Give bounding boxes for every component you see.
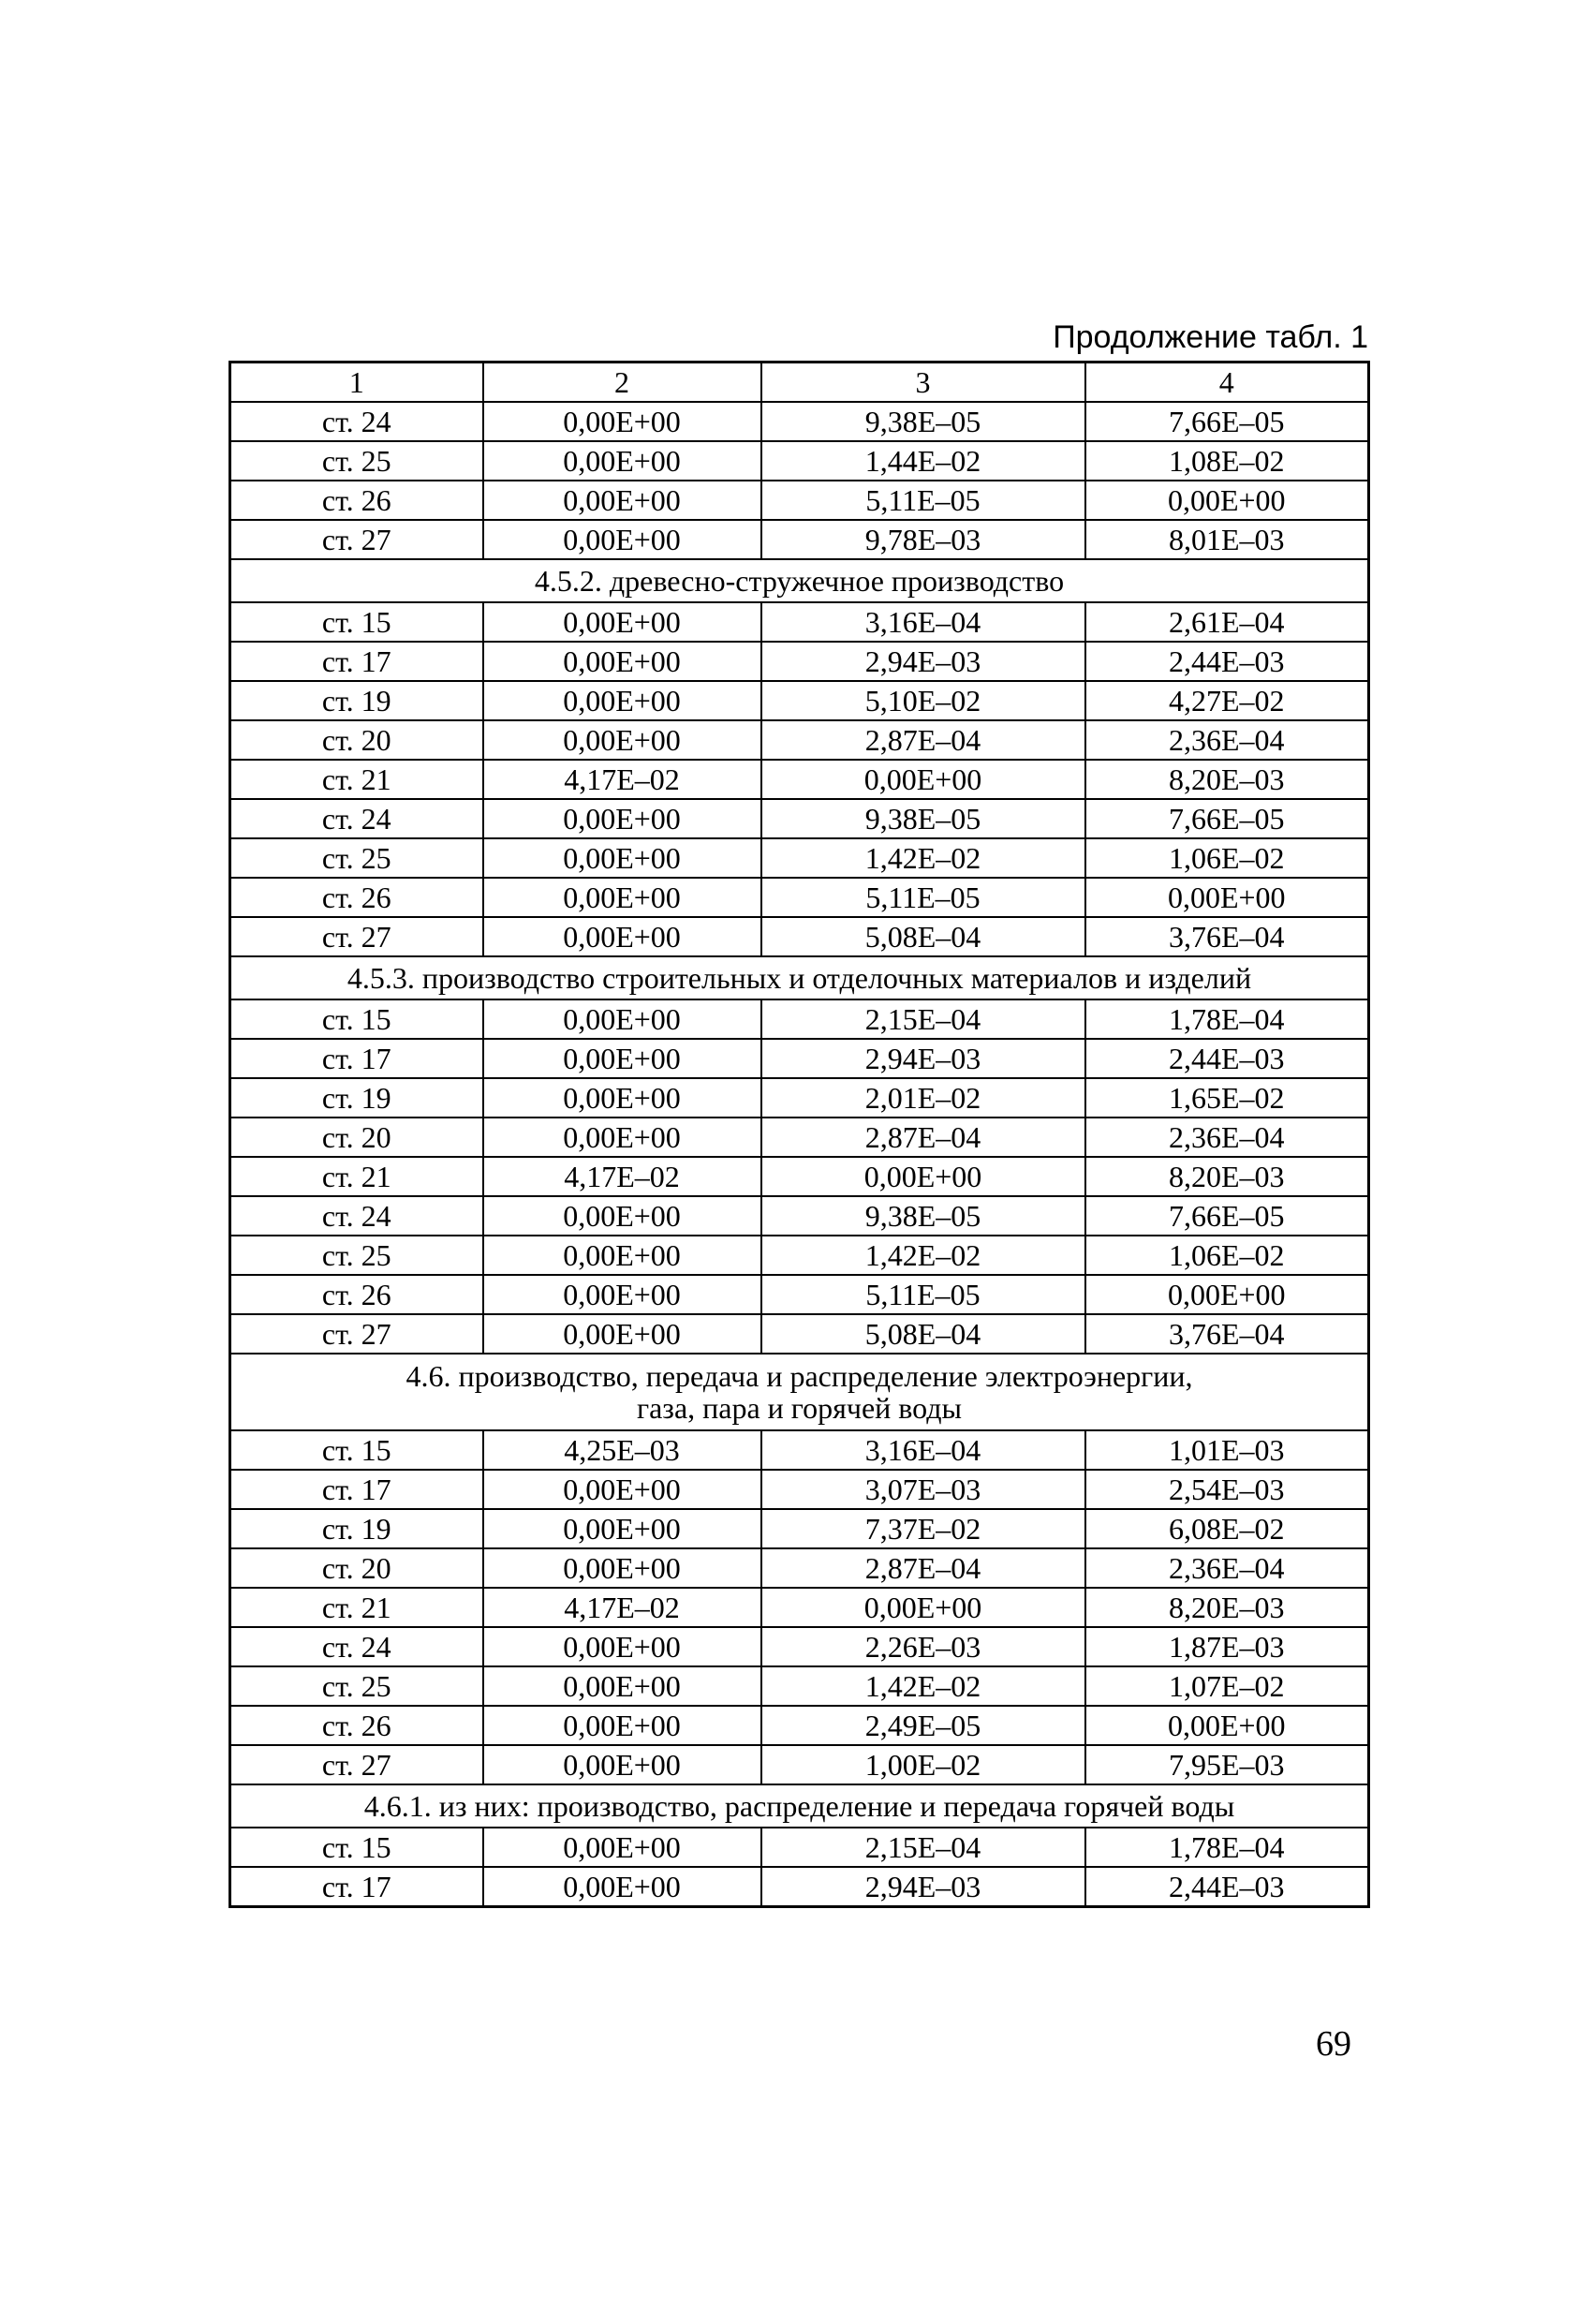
row-label-cell: ст. 27 xyxy=(230,1745,483,1784)
value-cell: 1,42E–02 xyxy=(761,1666,1085,1706)
value-cell: 9,38E–05 xyxy=(761,1196,1085,1236)
value-cell: 0,00E+00 xyxy=(483,441,761,481)
value-cell: 1,08E–02 xyxy=(1085,441,1369,481)
table-row xyxy=(230,642,1369,681)
row-label-cell: ст. 15 xyxy=(230,1430,483,1470)
table-row xyxy=(230,1745,1369,1784)
value-cell: 1,44E–02 xyxy=(761,441,1085,481)
table-row xyxy=(230,441,1369,481)
value-cell: 0,00E+00 xyxy=(1085,1706,1369,1745)
value-cell: 4,17E–02 xyxy=(483,760,761,799)
column-header: 2 xyxy=(483,363,761,403)
value-cell: 5,11E–05 xyxy=(761,481,1085,520)
table-row xyxy=(230,681,1369,720)
table-row xyxy=(230,481,1369,520)
table-row xyxy=(230,799,1369,838)
value-cell: 2,54E–03 xyxy=(1085,1470,1369,1509)
value-cell: 2,87E–04 xyxy=(761,1548,1085,1588)
value-cell: 3,16E–04 xyxy=(761,1430,1085,1470)
row-label-cell: ст. 17 xyxy=(230,1470,483,1509)
value-cell: 4,17E–02 xyxy=(483,1157,761,1196)
value-cell: 0,00E+00 xyxy=(483,878,761,917)
value-cell: 7,66E–05 xyxy=(1085,1196,1369,1236)
row-label-cell: ст. 24 xyxy=(230,1627,483,1666)
row-label-cell: ст. 27 xyxy=(230,520,483,559)
table-row xyxy=(230,402,1369,441)
value-cell: 9,78E–03 xyxy=(761,520,1085,559)
value-cell: 7,95E–03 xyxy=(1085,1745,1369,1784)
column-header: 1 xyxy=(230,363,483,403)
value-cell: 3,07E–03 xyxy=(761,1470,1085,1509)
value-cell: 6,08E–02 xyxy=(1085,1509,1369,1548)
section-title-line: газа, пара и горячей воды xyxy=(636,1391,963,1425)
row-label-cell: ст. 17 xyxy=(230,642,483,681)
row-label-cell: ст. 19 xyxy=(230,1509,483,1548)
value-cell: 2,94E–03 xyxy=(761,1039,1085,1078)
table-row xyxy=(230,1236,1369,1275)
row-label-cell: ст. 25 xyxy=(230,1666,483,1706)
section-title-line: 4.5.2. древесно-стружечное производство xyxy=(534,564,1065,598)
value-cell: 0,00E+00 xyxy=(483,1314,761,1354)
table-row xyxy=(230,1470,1369,1509)
table-row xyxy=(230,1588,1369,1627)
row-label-cell: ст. 25 xyxy=(230,1236,483,1275)
value-cell: 0,00E+00 xyxy=(483,1828,761,1867)
row-label-cell: ст. 20 xyxy=(230,1548,483,1588)
table-row xyxy=(230,999,1369,1039)
value-cell: 9,38E–05 xyxy=(761,402,1085,441)
value-cell: 2,15E–04 xyxy=(761,999,1085,1039)
value-cell: 0,00E+00 xyxy=(483,1118,761,1157)
value-cell: 5,11E–05 xyxy=(761,878,1085,917)
value-cell: 4,17E–02 xyxy=(483,1588,761,1627)
value-cell: 5,08E–04 xyxy=(761,1314,1085,1354)
value-cell: 1,06E–02 xyxy=(1085,1236,1369,1275)
value-cell: 0,00E+00 xyxy=(483,1275,761,1314)
value-cell: 1,42E–02 xyxy=(761,1236,1085,1275)
section-title-line: 4.6.1. из них: производство, распределение и передача горячей воды xyxy=(363,1789,1235,1823)
value-cell: 0,00E+00 xyxy=(483,1470,761,1509)
value-cell: 7,37E–02 xyxy=(761,1509,1085,1548)
value-cell: 2,44E–03 xyxy=(1085,642,1369,681)
value-cell: 1,00E–02 xyxy=(761,1745,1085,1784)
table-header xyxy=(230,363,1369,403)
value-cell: 0,00E+00 xyxy=(483,1548,761,1588)
value-cell: 0,00E+00 xyxy=(761,1157,1085,1196)
row-label-cell: ст. 17 xyxy=(230,1039,483,1078)
row-label-cell: ст. 21 xyxy=(230,1588,483,1627)
value-cell: 0,00E+00 xyxy=(483,520,761,559)
row-label-cell: ст. 15 xyxy=(230,602,483,642)
value-cell: 0,00E+00 xyxy=(483,1706,761,1745)
value-cell: 1,01E–03 xyxy=(1085,1430,1369,1470)
section-title xyxy=(230,956,1369,999)
value-cell: 7,66E–05 xyxy=(1085,799,1369,838)
value-cell: 0,00E+00 xyxy=(483,642,761,681)
row-label-cell: ст. 20 xyxy=(230,720,483,760)
value-cell: 2,94E–03 xyxy=(761,642,1085,681)
section-title xyxy=(230,1784,1369,1828)
row-label-cell: ст. 21 xyxy=(230,1157,483,1196)
value-cell: 2,15E–04 xyxy=(761,1828,1085,1867)
value-cell: 2,94E–03 xyxy=(761,1867,1085,1907)
table-row xyxy=(230,1039,1369,1078)
value-cell: 0,00E+00 xyxy=(761,760,1085,799)
row-label-cell: ст. 24 xyxy=(230,402,483,441)
value-cell: 2,49E–05 xyxy=(761,1706,1085,1745)
row-label-cell: ст. 27 xyxy=(230,1314,483,1354)
table-row xyxy=(230,1627,1369,1666)
table-row xyxy=(230,1548,1369,1588)
section-row xyxy=(230,1784,1369,1828)
value-cell: 7,66E–05 xyxy=(1085,402,1369,441)
value-cell: 0,00E+00 xyxy=(483,481,761,520)
value-cell: 0,00E+00 xyxy=(483,1509,761,1548)
section-row xyxy=(230,956,1369,999)
value-cell: 2,87E–04 xyxy=(761,720,1085,760)
row-label-cell: ст. 24 xyxy=(230,799,483,838)
value-cell: 9,38E–05 xyxy=(761,799,1085,838)
value-cell: 1,87E–03 xyxy=(1085,1627,1369,1666)
row-label-cell: ст. 26 xyxy=(230,481,483,520)
value-cell: 0,00E+00 xyxy=(483,681,761,720)
value-cell: 8,01E–03 xyxy=(1085,520,1369,559)
table-row xyxy=(230,878,1369,917)
row-label-cell: ст. 15 xyxy=(230,999,483,1039)
value-cell: 2,01E–02 xyxy=(761,1078,1085,1118)
row-label-cell: ст. 24 xyxy=(230,1196,483,1236)
row-label-cell: ст. 21 xyxy=(230,760,483,799)
value-cell: 2,44E–03 xyxy=(1085,1867,1369,1907)
page-number: 69 xyxy=(1316,2024,1351,2064)
table-row xyxy=(230,1275,1369,1314)
table-row xyxy=(230,1118,1369,1157)
table-row xyxy=(230,917,1369,956)
value-cell: 1,06E–02 xyxy=(1085,838,1369,878)
value-cell: 1,78E–04 xyxy=(1085,999,1369,1039)
value-cell: 0,00E+00 xyxy=(483,917,761,956)
row-label-cell: ст. 25 xyxy=(230,441,483,481)
row-label-cell: ст. 20 xyxy=(230,1118,483,1157)
row-label-cell: ст. 17 xyxy=(230,1867,483,1907)
table-row xyxy=(230,1430,1369,1470)
value-cell: 0,00E+00 xyxy=(483,602,761,642)
table-row xyxy=(230,760,1369,799)
value-cell: 2,87E–04 xyxy=(761,1118,1085,1157)
table-row xyxy=(230,1828,1369,1867)
section-row xyxy=(230,1354,1369,1430)
value-cell: 5,10E–02 xyxy=(761,681,1085,720)
table-row xyxy=(230,1706,1369,1745)
value-cell: 0,00E+00 xyxy=(483,1078,761,1118)
value-cell: 2,61E–04 xyxy=(1085,602,1369,642)
value-cell: 1,65E–02 xyxy=(1085,1078,1369,1118)
row-label-cell: ст. 19 xyxy=(230,681,483,720)
value-cell: 5,08E–04 xyxy=(761,917,1085,956)
value-cell: 8,20E–03 xyxy=(1085,1588,1369,1627)
value-cell: 3,76E–04 xyxy=(1085,1314,1369,1354)
value-cell: 2,44E–03 xyxy=(1085,1039,1369,1078)
table-row xyxy=(230,1666,1369,1706)
row-label-cell: ст. 27 xyxy=(230,917,483,956)
row-label-cell: ст. 19 xyxy=(230,1078,483,1118)
value-cell: 4,25E–03 xyxy=(483,1430,761,1470)
section-row xyxy=(230,559,1369,602)
value-cell: 2,36E–04 xyxy=(1085,720,1369,760)
section-title xyxy=(230,1354,1369,1430)
value-cell: 0,00E+00 xyxy=(1085,1275,1369,1314)
value-cell: 0,00E+00 xyxy=(483,1627,761,1666)
value-cell: 0,00E+00 xyxy=(483,720,761,760)
column-header: 3 xyxy=(761,363,1085,403)
value-cell: 2,26E–03 xyxy=(761,1627,1085,1666)
row-label-cell: ст. 26 xyxy=(230,1706,483,1745)
section-title-line: 4.5.3. производство строительных и отделочных материалов и изделий xyxy=(347,961,1252,995)
table-row xyxy=(230,1196,1369,1236)
value-cell: 0,00E+00 xyxy=(483,1745,761,1784)
row-label-cell: ст. 26 xyxy=(230,878,483,917)
value-cell: 5,11E–05 xyxy=(761,1275,1085,1314)
value-cell: 4,27E–02 xyxy=(1085,681,1369,720)
row-label-cell: ст. 15 xyxy=(230,1828,483,1867)
table-caption: Продолжение табл. 1 xyxy=(1053,319,1368,355)
value-cell: 3,76E–04 xyxy=(1085,917,1369,956)
section-title-line: 4.6. производство, передача и распределение электроэнергии, xyxy=(406,1359,1193,1393)
table-row xyxy=(230,838,1369,878)
value-cell: 0,00E+00 xyxy=(483,799,761,838)
value-cell: 2,36E–04 xyxy=(1085,1548,1369,1588)
table-row xyxy=(230,720,1369,760)
value-cell: 0,00E+00 xyxy=(1085,481,1369,520)
value-cell: 1,78E–04 xyxy=(1085,1828,1369,1867)
table-row xyxy=(230,520,1369,559)
table-body xyxy=(230,402,1369,1907)
value-cell: 0,00E+00 xyxy=(483,1196,761,1236)
table-row xyxy=(230,1314,1369,1354)
table-row xyxy=(230,1867,1369,1907)
value-cell: 0,00E+00 xyxy=(1085,878,1369,917)
value-cell: 8,20E–03 xyxy=(1085,760,1369,799)
value-cell: 1,42E–02 xyxy=(761,838,1085,878)
table-row xyxy=(230,1157,1369,1196)
value-cell: 0,00E+00 xyxy=(483,1039,761,1078)
value-cell: 0,00E+00 xyxy=(483,1666,761,1706)
header-row xyxy=(230,363,1369,403)
value-cell: 0,00E+00 xyxy=(761,1588,1085,1627)
value-cell: 2,36E–04 xyxy=(1085,1118,1369,1157)
table-row xyxy=(230,1509,1369,1548)
table-row xyxy=(230,602,1369,642)
value-cell: 1,07E–02 xyxy=(1085,1666,1369,1706)
value-cell: 0,00E+00 xyxy=(483,1867,761,1907)
table-row xyxy=(230,1078,1369,1118)
column-header: 4 xyxy=(1085,363,1369,403)
value-cell: 0,00E+00 xyxy=(483,838,761,878)
value-cell: 8,20E–03 xyxy=(1085,1157,1369,1196)
row-label-cell: ст. 26 xyxy=(230,1275,483,1314)
value-cell: 0,00E+00 xyxy=(483,402,761,441)
value-cell: 0,00E+00 xyxy=(483,999,761,1039)
data-table xyxy=(229,361,1370,1908)
row-label-cell: ст. 25 xyxy=(230,838,483,878)
section-title xyxy=(230,559,1369,602)
value-cell: 3,16E–04 xyxy=(761,602,1085,642)
value-cell: 0,00E+00 xyxy=(483,1236,761,1275)
